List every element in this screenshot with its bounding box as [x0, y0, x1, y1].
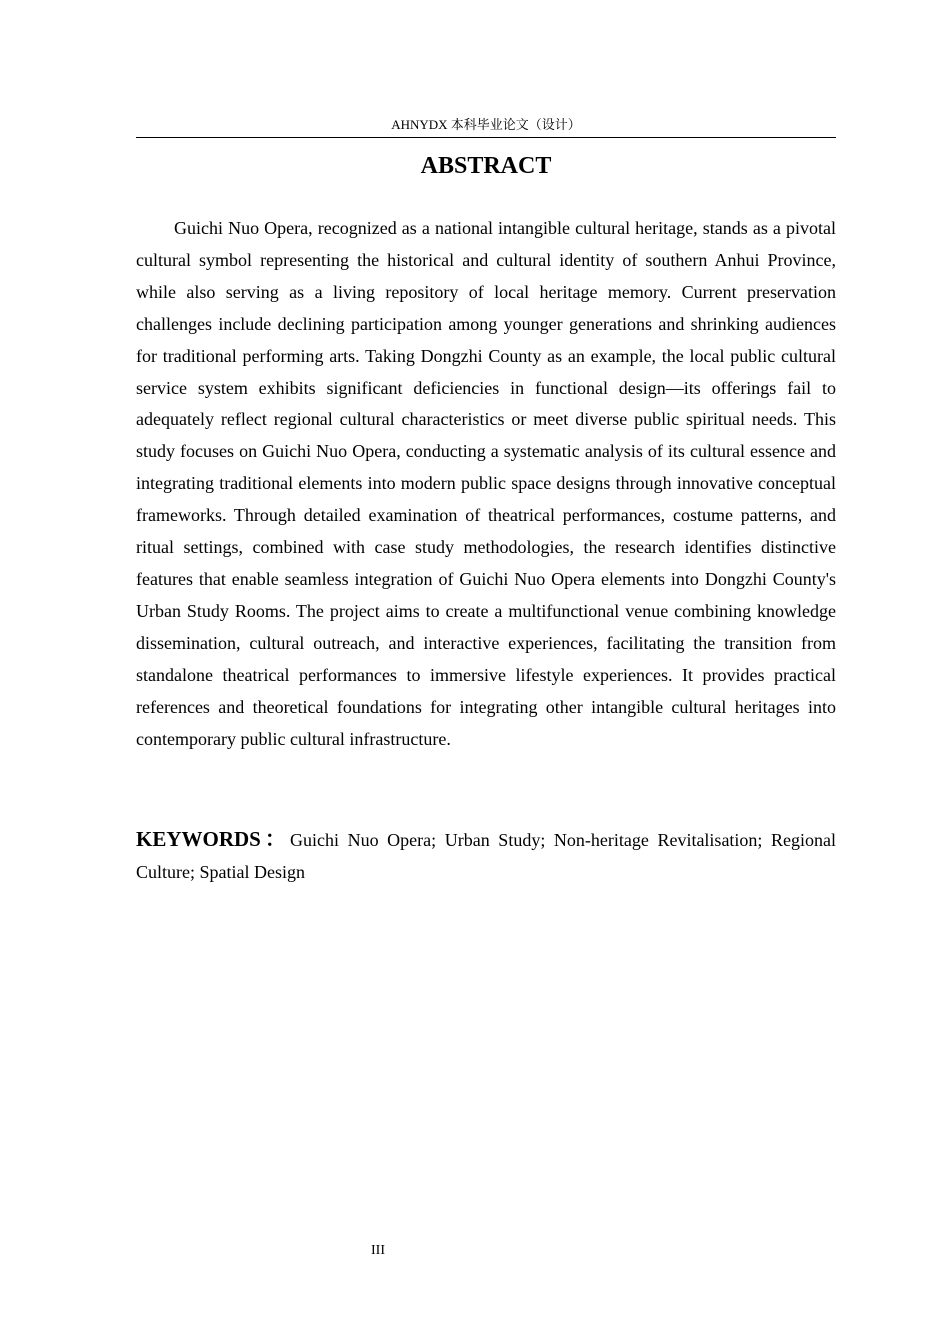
- running-header: AHNYDX 本科毕业论文（设计）: [391, 117, 581, 132]
- keywords-section: [136, 824, 836, 889]
- page-number: III: [371, 1243, 385, 1258]
- keywords-label: KEYWORDS：: [136, 827, 291, 851]
- abstract-paragraph: Guichi Nuo Opera, recognized as a national intangible cultural heritage, stands as a pivotal cultural symbol representing the historical and cultural identity of southern Anhui Province, while also serving as a living repository of local heritage memory. Current preservation challenges include declining participation among younger generations and shrinking audiences for traditional performing arts. Taking Dongzhi County as an example, the local public cultural service system exhibits significant deficiencies in functional design—its offerings fail to adequately reflect regional cultural characteristics or meet diverse public spiritual needs. This study focuses on Guichi Nuo Opera, conducting a systematic analysis of its cultural essence and integrating traditional elements into modern public space designs through innovative conceptual frameworks. Through detailed examination of theatrical performances, costume patterns, and ritual settings, combined with case study methodologies, the research identifies distinctive features that enable seamless integration of Guichi Nuo Opera elements into Dongzhi County's Urban Study Rooms. The project aims to create a multifunctional venue combining knowledge dissemination, cultural outreach, and interactive experiences, facilitating the transition from standalone theatrical performances to immersive lifestyle experiences. It provides practical references and theoretical foundations for integrating other intangible cultural heritages into contemporary public cultural infrastructure.: [136, 218, 836, 749]
- page-title: ABSTRACT: [420, 153, 552, 179]
- header-divider: [136, 137, 836, 138]
- keywords-text: Guichi Nuo Opera; Urban Study; Non-heritage Revitalisation; Regional Culture; Spatial Design: [136, 830, 837, 882]
